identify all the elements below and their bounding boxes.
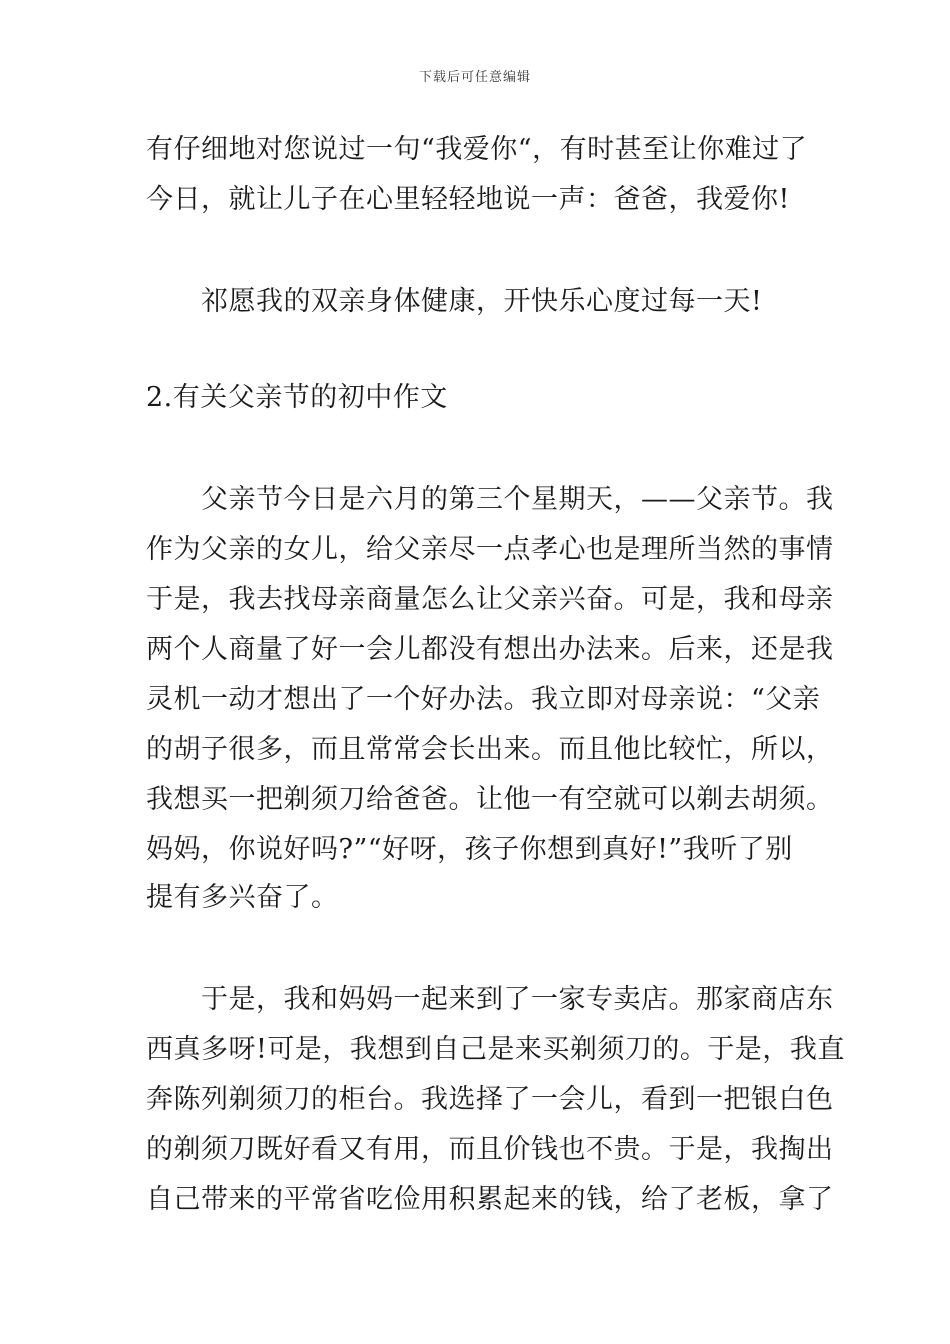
- text-line: 于是，我去找母亲商量怎么让父亲兴奋。可是，我和母亲: [146, 584, 834, 615]
- page-header: 下载后可任意编辑: [418, 70, 531, 85]
- text-line: 有仔细地对您说过一句“我爱你“，有时甚至让你难过了: [146, 134, 808, 165]
- text-line: 妈妈，你说好吗?”“好呀，孩子你想到真好!”我听了别: [146, 834, 793, 865]
- text-line: 灵机一动才想出了一个好办法。我立即对母亲说：“父亲: [146, 684, 821, 715]
- text-line: 的剃须刀既好看又有用，而且价钱也不贵。于是，我掏出: [146, 1134, 834, 1165]
- text-line: 我想买一把剃须刀给爸爸。让他一有空就可以剃去胡须。: [146, 784, 834, 815]
- text-line: 奔陈列剃须刀的柜台。我选择了一会儿，看到一把银白色: [146, 1084, 834, 1115]
- text-line: 自己带来的平常省吃俭用积累起来的钱，给了老板，拿了: [146, 1184, 834, 1215]
- text-line: 的胡子很多，而且常常会长出来。而且他比较忙，所以，: [146, 734, 834, 765]
- text-line: 父亲节今日是六月的第三个星期天，——父亲节。我: [146, 484, 834, 515]
- text-line: 西真多呀!可是，我想到自己是来买剃须刀的。于是，我直: [146, 1034, 845, 1065]
- text-line: 今日，就让儿子在心里轻轻地说一声：爸爸，我爱你!: [146, 184, 790, 215]
- text-line: 于是，我和妈妈一起来到了一家专卖店。那家商店东: [146, 984, 834, 1015]
- text-line: 祁愿我的双亲身体健康，开快乐心度过每一天!: [146, 286, 763, 317]
- section-heading: 2.有关父亲节的初中作文: [146, 382, 448, 413]
- text-line: 作为父亲的女儿，给父亲尽一点孝心也是理所当然的事情: [146, 534, 834, 565]
- text-line: 提有多兴奋了。: [146, 882, 339, 913]
- text-line: 两个人商量了好一会儿都没有想出办法来。后来，还是我: [146, 634, 834, 665]
